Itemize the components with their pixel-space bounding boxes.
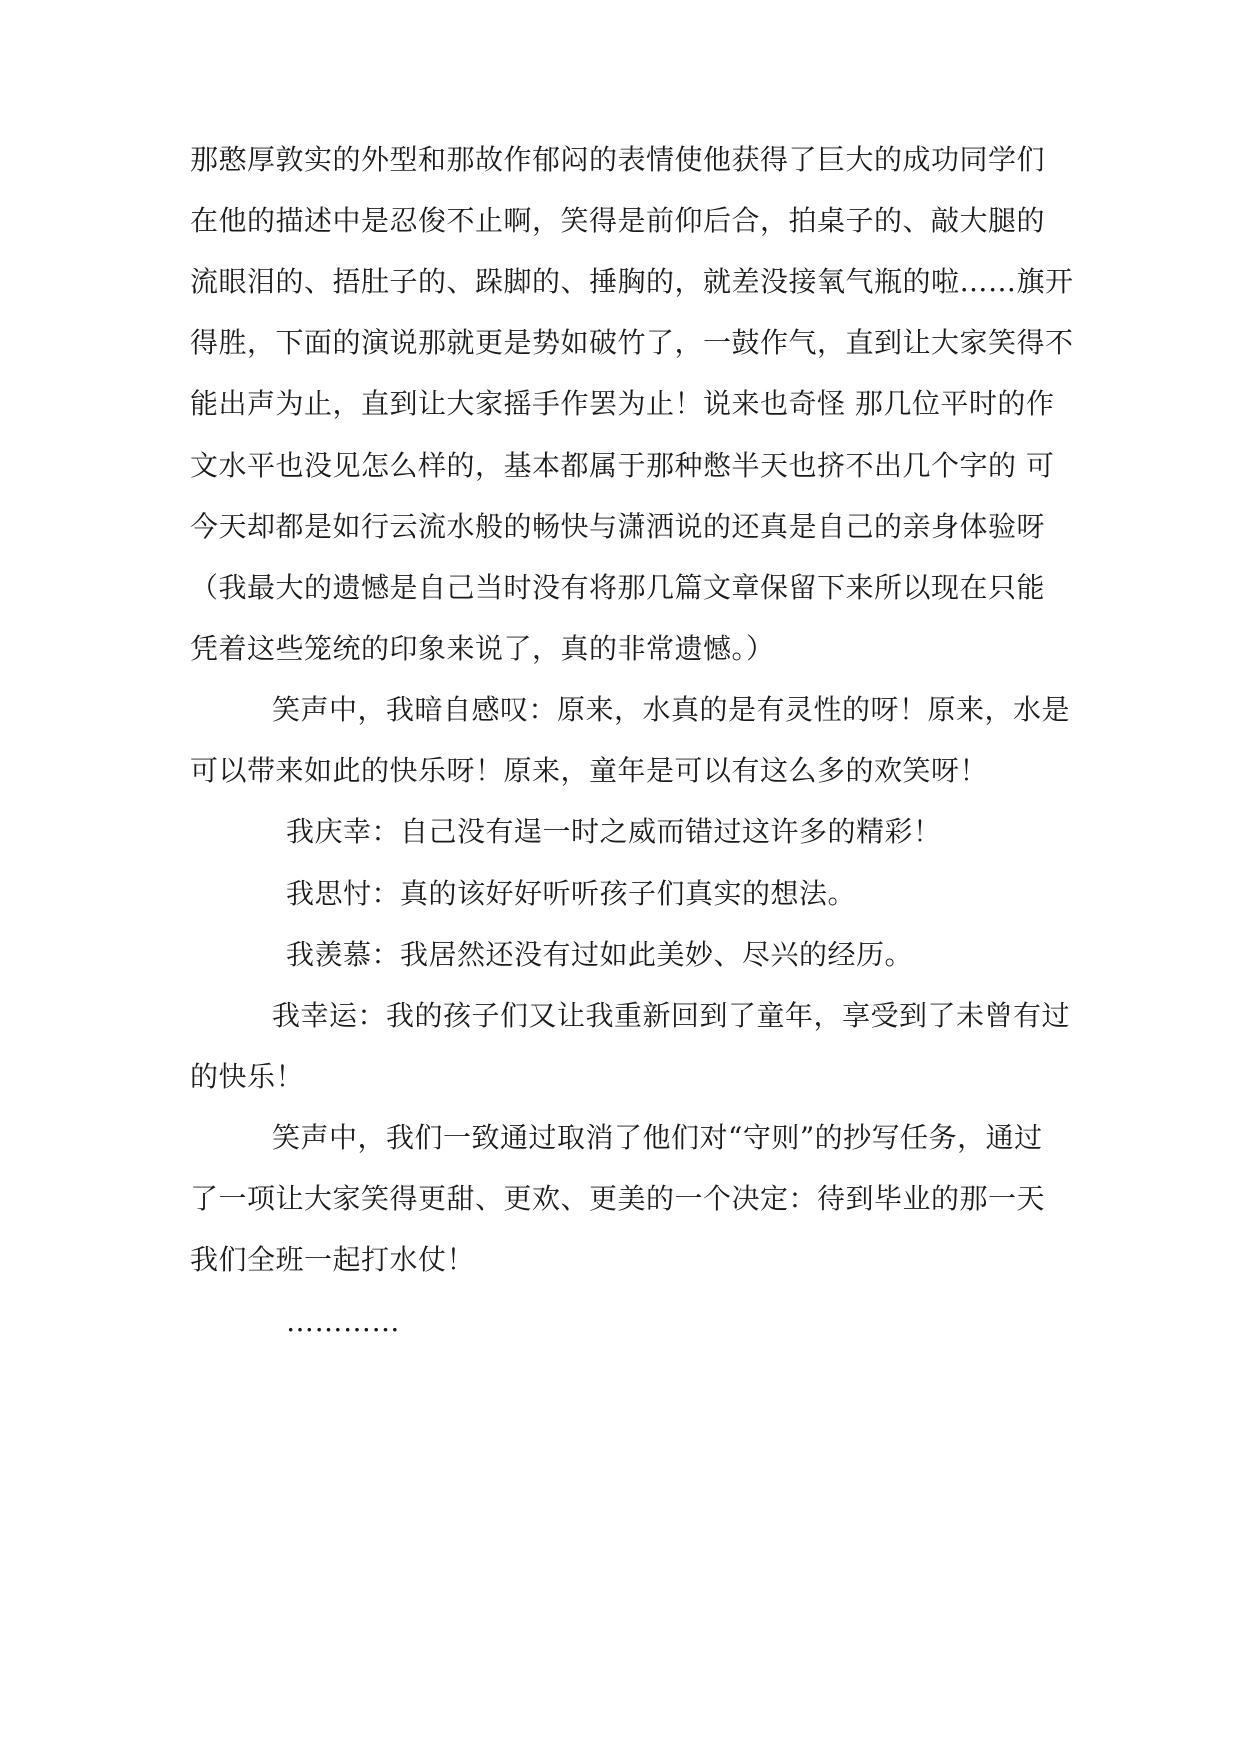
paragraph-line: 我庆幸：自己没有逞一时之威而错过这许多的精彩！ [286,815,942,848]
paragraph-line: 我幸运：我的孩子们又让我重新回到了童年，享受到了未曾有过 [272,999,1071,1032]
paragraph-line: 我羡慕：我居然还没有过如此美妙、尽兴的经历。 [286,938,914,971]
paragraph-line: 笑声中，我暗自感叹：原来，水真的是有灵性的呀！原来，水是 [272,693,1071,726]
ellipsis-line: ………… [286,1305,400,1338]
text-line: 能出声为止，直到让大家摇手作罢为止！说来也奇怪 那几位平时的作 [190,387,1055,420]
text-line: 了一项让大家笑得更甜、更欢、更美的一个决定：待到毕业的那一天 [190,1182,1046,1215]
text-line: 今天却都是如行云流水般的畅快与潇洒说的还真是自己的亲身体验呀 [190,510,1046,543]
text-line: 流眼泪的、捂肚子的、跺脚的、捶胸的，就差没接氧气瓶的啦……旗开 [190,265,1074,298]
text-line: 的快乐！ [190,1060,305,1093]
text-line: 得胜，下面的演说那就更是势如破竹了，一鼓作气，直到让大家笑得不 [190,326,1074,359]
text-line: 凭着这些笼统的印象来说了，真的非常遗憾。） [190,632,775,665]
paragraph-line: 我思忖：真的该好好听听孩子们真实的想法。 [286,877,857,910]
text-line: 可以带来如此的快乐呀！原来，童年是可以有这么多的欢笑呀！ [190,754,989,787]
text-line: 文水平也没见怎么样的，基本都属于那种憋半天也挤不出几个字的 可 [190,449,1055,482]
text-line: 在他的描述中是忍俊不止啊，笑得是前仰后合，拍桌子的、敲大腿的 [190,204,1046,237]
text-line: 我们全班一起打水仗！ [190,1243,476,1276]
text-line: 那憨厚敦实的外型和那故作郁闷的表情使他获得了巨大的成功同学们 [190,143,1046,176]
text-line: （我最大的遗憾是自己当时没有将那几篇文章保留下来所以现在只能 [190,571,1046,604]
paragraph-line: 笑声中，我们一致通过取消了他们对“守则”的抄写任务，通过 [272,1121,1043,1154]
